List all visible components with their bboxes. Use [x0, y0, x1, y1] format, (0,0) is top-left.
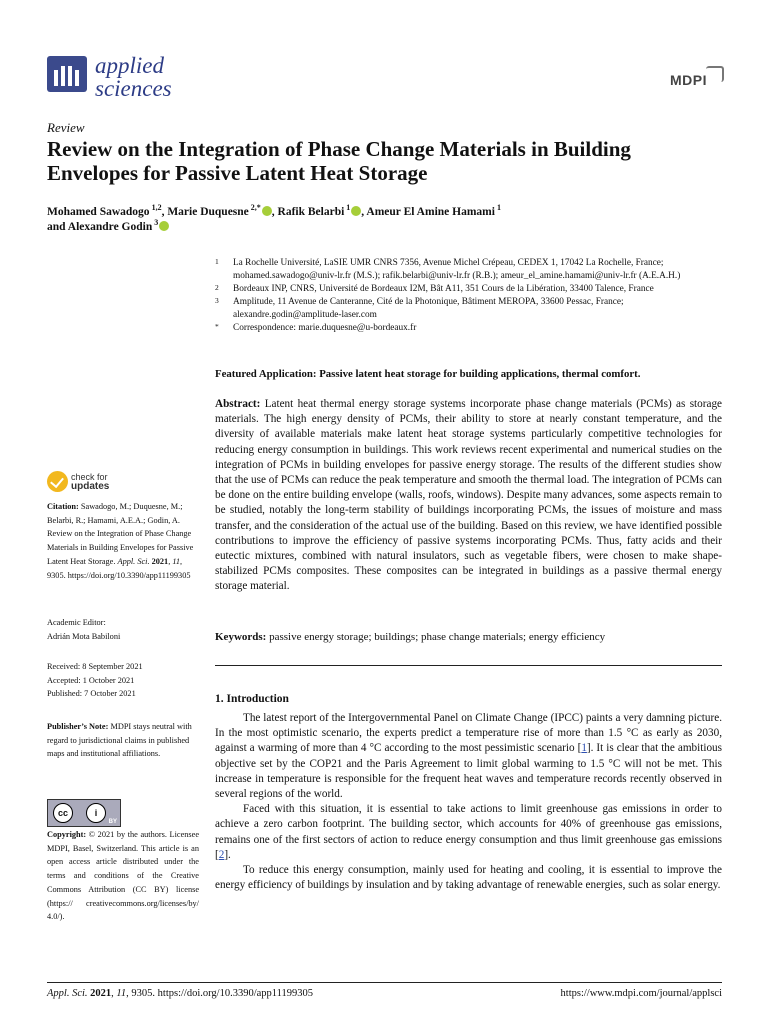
footer-citation: Appl. Sci. 2021, 11, 9305. https://doi.org/10.3390/app11199305 — [47, 988, 314, 999]
reference-link[interactable]: 2 — [218, 848, 225, 861]
citation-block: Citation: Sawadogo, M.; Duquesne, M.; Belarbi, R.; Hamami, A.E.A.; Godin, A. Review on the Integration of Phase Change Materials in Building Envelopes for Passive Latent Heat Storage. Appl. Sci. 2021, 11, 9305. https://doi.org/10.3390/app11199305 — [47, 502, 194, 580]
affiliation-number: * — [215, 322, 219, 331]
section-heading: 1. Introduction — [215, 693, 289, 705]
orcid-icon[interactable] — [262, 206, 272, 216]
abstract — [215, 397, 722, 595]
publisher-logo — [668, 66, 724, 96]
featured-text: Passive latent heat storage for building applications, thermal comfort. — [319, 368, 641, 380]
orcid-icon[interactable] — [159, 221, 169, 231]
author-affiliation-mark: 1 — [494, 203, 501, 213]
check-updates-line2: updates — [71, 481, 110, 492]
introduction-body — [215, 711, 722, 893]
publisher-note-text: MDPI stays neutral with regard to jurisdictional claims in published maps and institutional affiliations. — [47, 722, 192, 759]
copyright-label: Copyright: — [47, 830, 87, 839]
text-run: ]. — [224, 848, 231, 861]
keywords-label: Keywords: — [215, 631, 267, 643]
keywords — [215, 631, 722, 643]
editor-label: Academic Editor: — [47, 618, 106, 627]
check-updates-label — [71, 472, 109, 492]
author-affiliation-mark: 3 — [152, 218, 159, 228]
received-date: Received: 8 September 2021 — [47, 662, 143, 671]
accepted-date: Accepted: 1 October 2021 — [47, 675, 135, 685]
author-affiliation-mark: 1 — [344, 203, 351, 213]
paragraph — [215, 802, 722, 863]
publisher-logo-text: MDPI — [670, 72, 707, 88]
affiliation-number: 3 — [215, 296, 219, 305]
text-run: ]. It is clear that the ambitious objective set by the COP21 and the Paris Agreement to limit global warming to 1.5 °C will not be met. This increase in temperature is responsible for the frequent heat waves and temperature records recently observed in several regions of the world. — [215, 742, 722, 801]
article-title: Review on the Integration of Phase Change Materials in Building Envelopes for Passive Latent Heat Storage — [47, 137, 631, 185]
text-run: The latest report of the Intergovernmental Panel on Climate Change (IPCC) paints a very damning picture. In the most optimistic scenario, the experts predict a temperature rise of more than 1.5 °C as early as 2030, against a warming of more than 4 °C according to the most pessimistic scenario [ — [215, 712, 722, 755]
citation-doi[interactable]: , 9305. https://doi.org/10.3390/app11199305 — [47, 556, 191, 580]
paragraph: To reduce this energy consumption, mainly used for heating and cooling, it is essential to improve the energy efficiency of buildings by insulation and by taking advantage of renewable energies, such as solar energy. — [215, 864, 722, 892]
footer-journal-url[interactable]: https://www.mdpi.com/journal/applsci — [560, 988, 722, 999]
publication-dates — [47, 660, 199, 701]
citation-journal: Appl. Sci. — [117, 556, 150, 566]
affiliation-text: Bordeaux INP, CNRS, Université de Bordeaux I2M, Bât A11, 351 Cours de la Libération, 33400 Talence, France — [233, 284, 654, 294]
author-affiliation-mark: 2,* — [248, 203, 261, 213]
section-divider — [215, 665, 722, 666]
affiliation-item — [215, 257, 715, 283]
abstract-text: Latent heat thermal energy storage systems incorporate phase change materials (PCMs) as storage materials. The high energy density of PCMs, their ability to store at nearly constant temperature, and the diversity of available materials make latent heat storage systems particularly competitive technologies for reducing energy consumption in buildings. This work reviews recent experimental and numerical studies on the integration of PCMs in building envelopes for passive energy storage. The results of the different studies show that the use of PCMs can reduce the peak temperature and smooth the thermal load. The integration of PCMs can be done on the entire building envelope (walls, roofs, windows). Despite many advances, some aspects remain to be studied, notably the long-term stability of buildings incorporating PCMs, the issues of moisture and mass transfer, and the consideration of the actual use of the building. Based on this review, we have identified possible contributions to improve the efficiency of passive systems incorporating PCMs. Thus, fatty acids and their eutectic mixtures, combined with natural insulators, such as vegetable fibers, were chosen to make shape-stabilized PCMs composites. These composites can be integrated in buildings as a passive thermal energy storage material. — [215, 398, 722, 593]
abstract-label: Abstract: — [215, 398, 261, 410]
copyright-block — [47, 828, 199, 924]
orcid-icon[interactable] — [351, 206, 361, 216]
footer-doi[interactable]: , 9305. https://doi.org/10.3390/app11199305 — [126, 988, 314, 999]
check-for-updates-button[interactable] — [47, 471, 157, 495]
check-icon — [47, 471, 68, 492]
editor-name: Adrián Mota Babiloni — [47, 631, 121, 641]
attribution-icon: i — [86, 803, 106, 823]
citation-label: Citation: — [47, 502, 79, 511]
citation-volume: 11 — [172, 556, 181, 566]
affiliation-item — [215, 296, 715, 322]
featured-application — [215, 368, 720, 380]
affiliation-text: Amplitude, 11 Avenue de Canteranne, Cité de la Photonique, Bâtiment MEROPA, 33600 Pessac, France; alexandre.godin@amplitude-laser.com — [233, 297, 624, 320]
publisher-note-label: Publisher’s Note: — [47, 722, 109, 731]
keywords-text: passive energy storage; buildings; phase change materials; energy efficiency — [269, 631, 606, 643]
affiliation-number: 2 — [215, 283, 219, 292]
cc-by-license-icon[interactable] — [47, 799, 121, 827]
reference-link[interactable]: 1 — [581, 742, 587, 755]
journal-name — [95, 54, 172, 100]
article-type: Review — [47, 120, 85, 135]
footer-volume: 11 — [116, 988, 127, 999]
citation-year: 2021 — [151, 556, 169, 566]
academic-editor — [47, 616, 199, 643]
journal-logo-icon — [47, 56, 87, 92]
publisher-note — [47, 720, 199, 761]
footer-journal: Appl. Sci. — [47, 988, 88, 999]
citation-text: Sawadogo, M.; Duquesne, M.; Belarbi, R.; Hamami, A.E.A.; Godin, A. Review on the Integration of Phase Change Materials in Building Envelopes for Passive Latent Heat Storage. — [47, 502, 194, 566]
author-name: and Alexandre Godin — [47, 221, 153, 233]
footer-divider — [47, 982, 722, 983]
journal-name-line2: sciences — [95, 76, 172, 101]
check-updates-line1: check for — [71, 472, 108, 482]
affiliation-item — [215, 322, 715, 335]
cc-by-label: BY — [108, 819, 117, 825]
affiliation-item — [215, 283, 715, 296]
affiliation-number: 1 — [215, 257, 219, 266]
author-list: Mohamed Sawadogo $^{1,2}$, Marie Duquesne $^{2,*}$ , Rafik Belarbi $^1$ , Ameur El Amine Hamami $^1$ and Alexandre Godin $^3$ — [47, 203, 501, 233]
paragraph — [215, 711, 722, 802]
published-date: Published: 7 October 2021 — [47, 689, 136, 699]
affiliation-text: Correspondence: marie.duquesne@u-bordeaux.fr — [233, 323, 417, 333]
publisher-logo-icon — [706, 66, 724, 82]
author-name: Rafik Belarbi — [277, 206, 345, 218]
author-name: Ameur El Amine Hamami — [366, 206, 495, 218]
journal-name-line1: applied — [95, 53, 164, 78]
footer-year: 2021 — [90, 988, 112, 999]
affiliation-text: La Rochelle Université, LaSIE UMR CNRS 7356, Avenue Michel Crépeau, CEDEX 1, 17042 La Rochelle, France; mohamed.sawadogo@univ-lr.fr (M.S.); rafik.belarbi@univ-lr.fr (R.B.); ameur_el_amine.hamami@univ-lr.fr (A.E.A.H.) — [233, 258, 681, 281]
author-name: Mohamed Sawadogo — [47, 206, 150, 218]
copyright-text: © 2021 by the authors. Licensee MDPI, Basel, Switzerland. This article is an open access article distributed under the terms and conditions of the Creative Commons Attribution (CC BY) license (https:// creativecommons.org/licenses/by/ 4.0/). — [47, 830, 200, 922]
author-affiliation-mark: 1,2 — [149, 203, 162, 213]
featured-label: Featured Application: — [215, 368, 317, 380]
affiliation-list — [215, 257, 715, 335]
text-run: Faced with this situation, it is essential to take actions to limit greenhouse gas emissions in order to achieve a zero carbon footprint. The building sector, which accounts for 40% of greenhouse gas emissions, remains one of the first sectors of action to reduce energy consumption and thus limit greenhouse gas emissions [ — [215, 803, 722, 861]
author-name: Marie Duquesne — [167, 206, 249, 218]
cc-icon: cc — [53, 803, 73, 823]
